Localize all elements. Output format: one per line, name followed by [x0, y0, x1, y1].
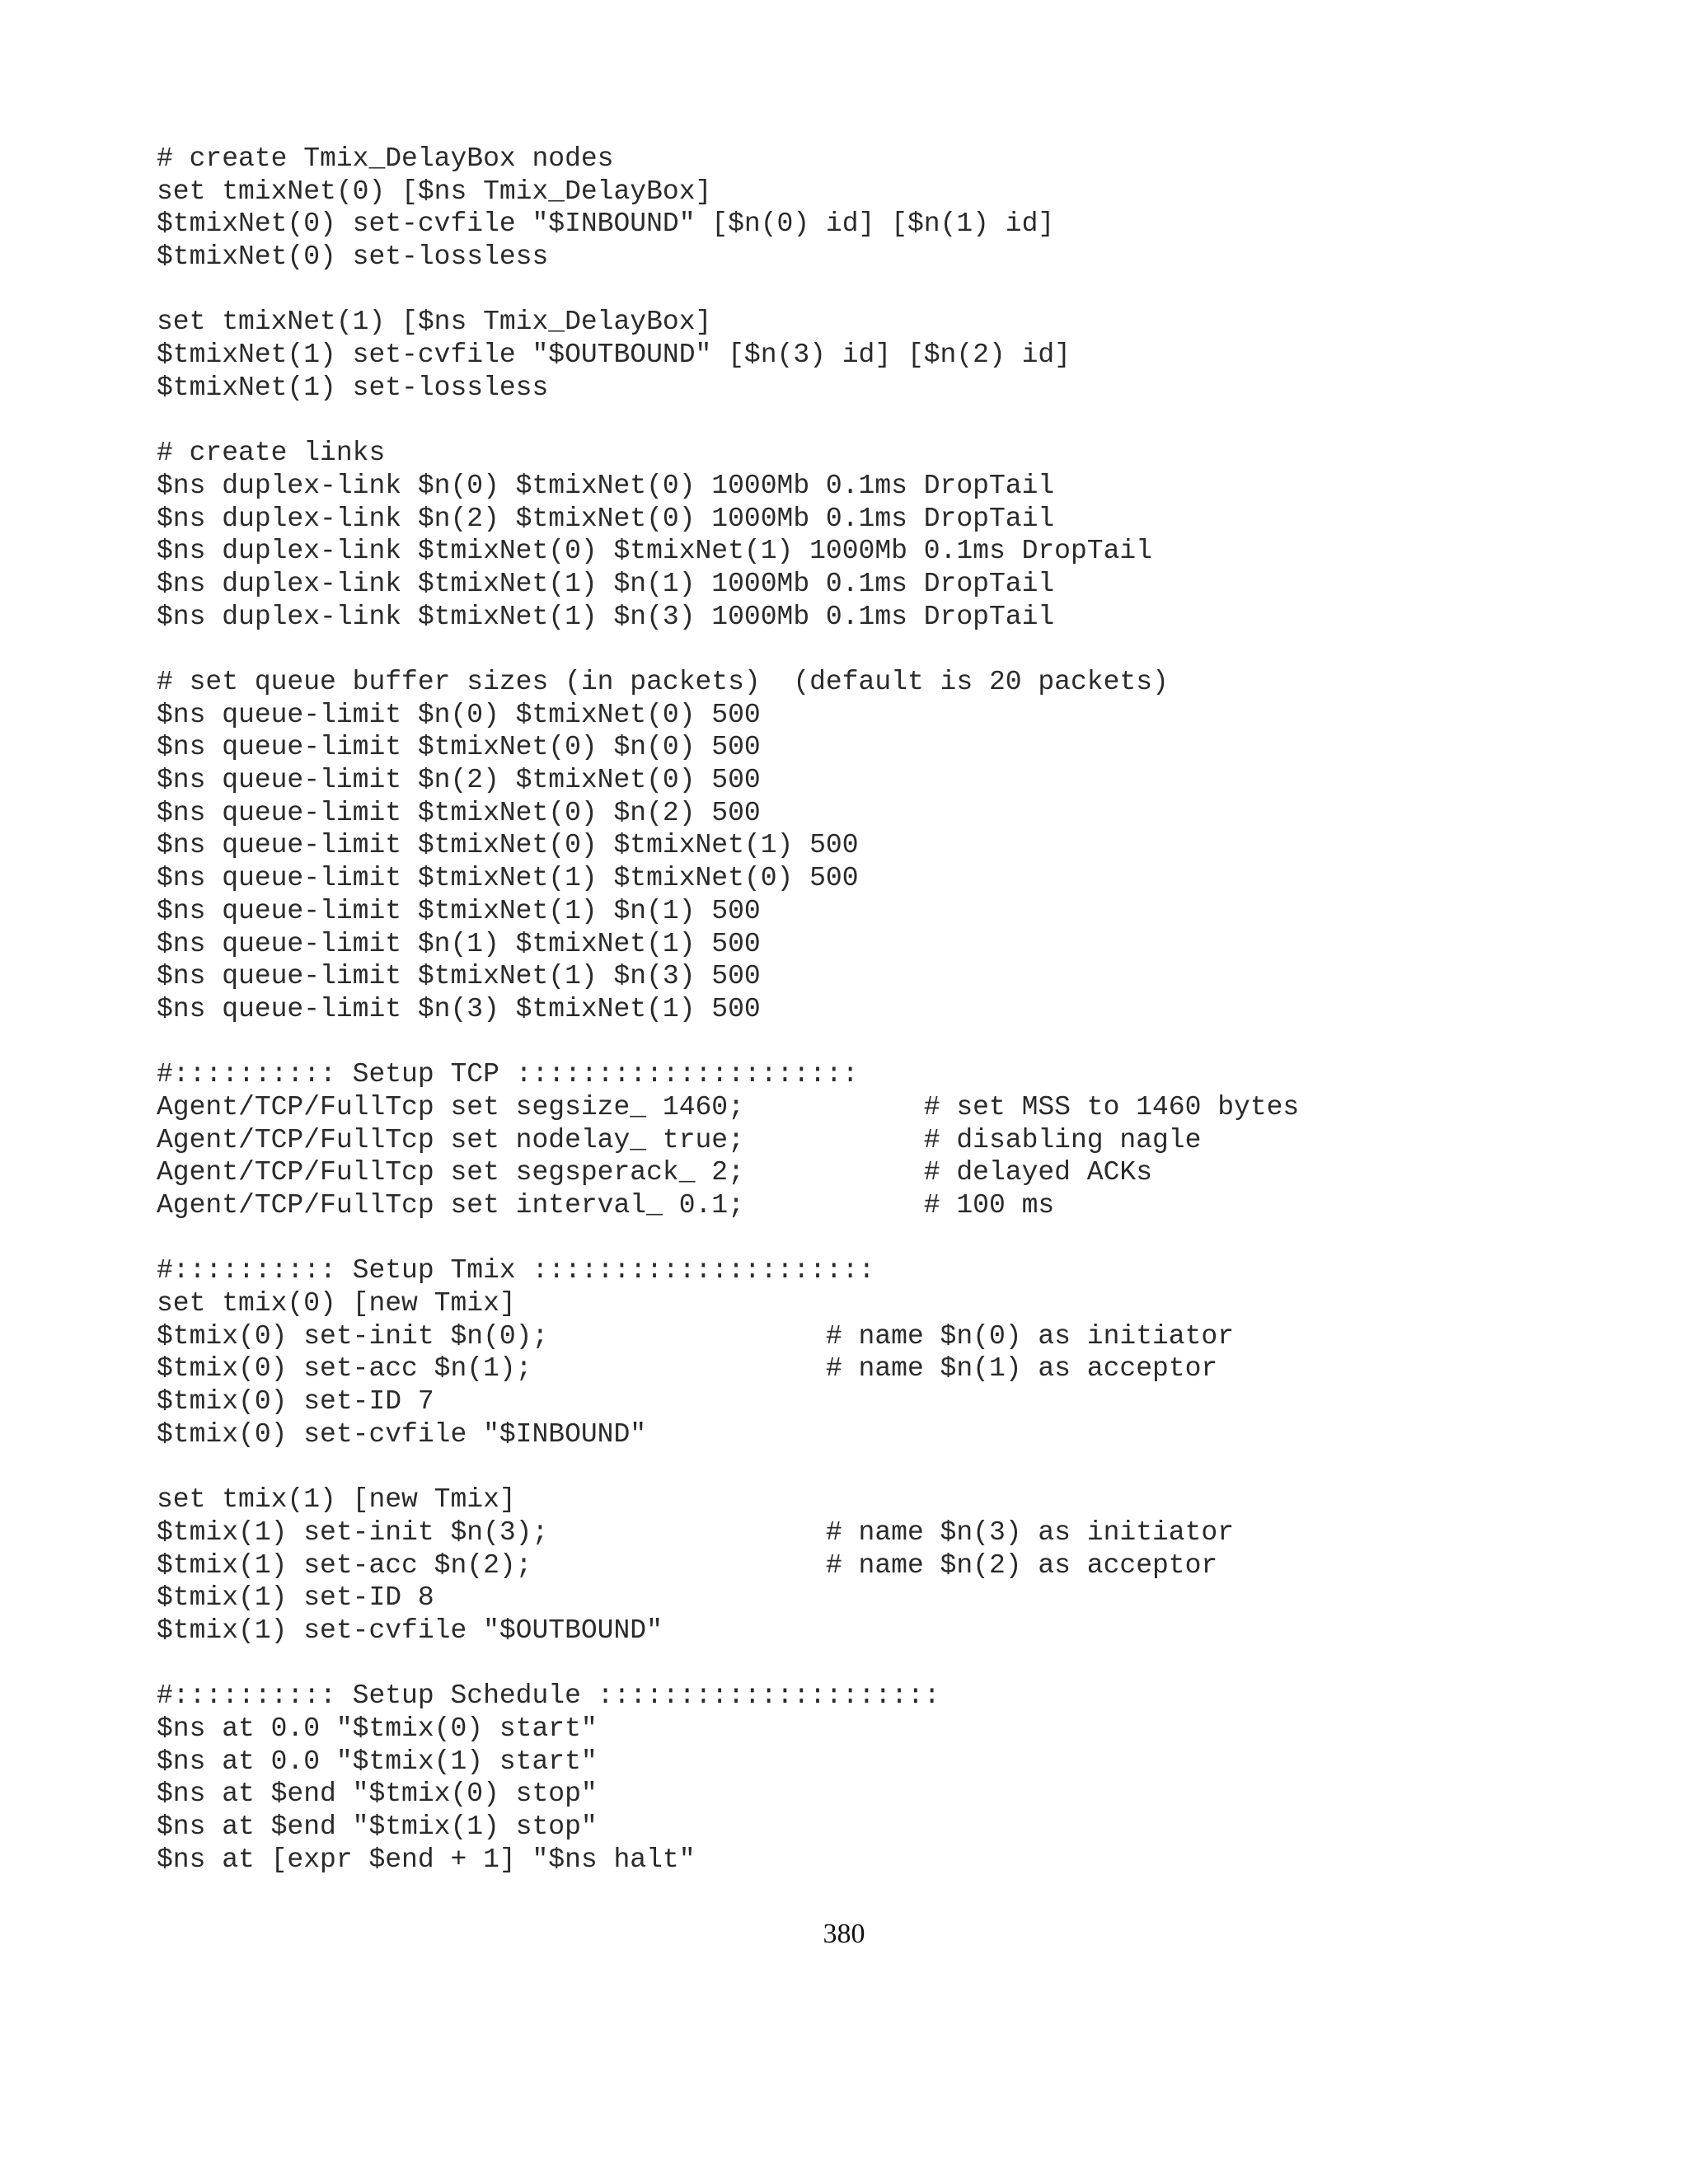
code-line: $tmix(1) set-ID 8 — [157, 1582, 434, 1614]
code-line: Agent/TCP/FullTcp set nodelay_ true; # disabling nagle — [157, 1124, 1202, 1155]
code-line: $ns queue-limit $n(1) $tmixNet(1) 500 — [157, 928, 761, 959]
blank-line — [157, 1026, 1299, 1059]
code-line: $ns queue-limit $tmixNet(1) $n(3) 500 — [157, 961, 761, 992]
code-comment-line: #:::::::::: Setup Tmix ::::::::::::::::::::: — [157, 1255, 875, 1286]
code-line: $tmixNet(1) set-cvfile "$OUTBOUND" [$n(3) id] [$n(2) id] — [157, 340, 1071, 371]
blank-line — [157, 1222, 1299, 1255]
code-line: Agent/TCP/FullTcp set segsize_ 1460; # set MSS to 1460 bytes — [157, 1091, 1300, 1122]
code-line: $tmix(1) set-acc $n(2); # name $n(2) as acceptor — [157, 1549, 1218, 1581]
page-number: 380 — [823, 1919, 865, 1949]
code-line: $ns queue-limit $n(2) $tmixNet(0) 500 — [157, 765, 761, 796]
code-line: $ns duplex-link $n(2) $tmixNet(0) 1000Mb 0.1ms DropTail — [157, 503, 1055, 534]
code-line: $ns at 0.0 "$tmix(0) start" — [157, 1713, 598, 1744]
blank-line — [157, 633, 1299, 666]
code-line: $ns at 0.0 "$tmix(1) start" — [157, 1746, 598, 1777]
code-line: $ns queue-limit $tmixNet(1) $tmixNet(0) 500 — [157, 863, 859, 894]
code-line: $ns queue-limit $tmixNet(0) $tmixNet(1) 500 — [157, 830, 859, 861]
code-comment-line: # create Tmix_DelayBox nodes — [157, 143, 614, 174]
code-line: $ns queue-limit $tmixNet(1) $n(1) 500 — [157, 895, 761, 926]
code-line: $tmix(1) set-cvfile "$OUTBOUND" — [157, 1615, 663, 1646]
code-line: $ns at $end "$tmix(1) stop" — [157, 1811, 598, 1843]
code-line: $ns queue-limit $tmixNet(0) $n(2) 500 — [157, 797, 761, 828]
code-line: $ns at $end "$tmix(0) stop" — [157, 1779, 598, 1810]
code-comment-line: #:::::::::: Setup Schedule ::::::::::::::::::::: — [157, 1680, 940, 1712]
code-line: $tmixNet(1) set-lossless — [157, 372, 549, 403]
blank-line — [157, 274, 1299, 307]
code-line: $ns duplex-link $n(0) $tmixNet(0) 1000Mb 0.1ms DropTail — [157, 470, 1055, 501]
code-line: $ns duplex-link $tmixNet(0) $tmixNet(1) 1000Mb 0.1ms DropTail — [157, 536, 1152, 567]
code-line: $ns queue-limit $tmixNet(0) $n(0) 500 — [157, 732, 761, 763]
code-line: $tmix(0) set-acc $n(1); # name $n(1) as acceptor — [157, 1353, 1218, 1385]
code-line: $ns at [expr $end + 1] "$ns halt" — [157, 1844, 696, 1875]
blank-line — [157, 1451, 1299, 1484]
code-line: $tmixNet(0) set-cvfile "$INBOUND" [$n(0) id] [$n(1) id] — [157, 209, 1055, 240]
code-line: $ns duplex-link $tmixNet(1) $n(1) 1000Mb 0.1ms DropTail — [157, 568, 1055, 599]
code-comment-line: #:::::::::: Setup TCP ::::::::::::::::::::: — [157, 1059, 859, 1090]
blank-line — [157, 1647, 1299, 1680]
code-line: set tmixNet(0) [$ns Tmix_DelayBox] — [157, 176, 712, 207]
code-line: Agent/TCP/FullTcp set segsperack_ 2; # delayed ACKs — [157, 1157, 1152, 1188]
code-line: $tmix(0) set-cvfile "$INBOUND" — [157, 1418, 647, 1450]
code-line: $tmix(0) set-ID 7 — [157, 1386, 434, 1418]
code-listing — [157, 143, 1299, 1876]
code-line: $tmix(0) set-init $n(0); # name $n(0) as initiator — [157, 1320, 1235, 1352]
code-line: set tmix(1) [new Tmix] — [157, 1484, 516, 1516]
code-line: $ns duplex-link $tmixNet(1) $n(3) 1000Mb 0.1ms DropTail — [157, 601, 1055, 632]
code-line: $ns queue-limit $n(3) $tmixNet(1) 500 — [157, 993, 761, 1024]
code-comment-line: # set queue buffer sizes (in packets) (default is 20 packets) — [157, 667, 1169, 697]
code-line: set tmixNet(1) [$ns Tmix_DelayBox] — [157, 307, 712, 338]
code-comment-line: # create links — [157, 438, 386, 469]
code-line: $ns queue-limit $n(0) $tmixNet(0) 500 — [157, 699, 761, 730]
blank-line — [157, 405, 1299, 438]
code-line: $tmixNet(0) set-lossless — [157, 241, 549, 273]
code-line: Agent/TCP/FullTcp set interval_ 0.1; # 100 ms — [157, 1190, 1055, 1221]
code-line: set tmix(0) [new Tmix] — [157, 1288, 516, 1319]
code-line: $tmix(1) set-init $n(3); # name $n(3) as initiator — [157, 1516, 1235, 1548]
